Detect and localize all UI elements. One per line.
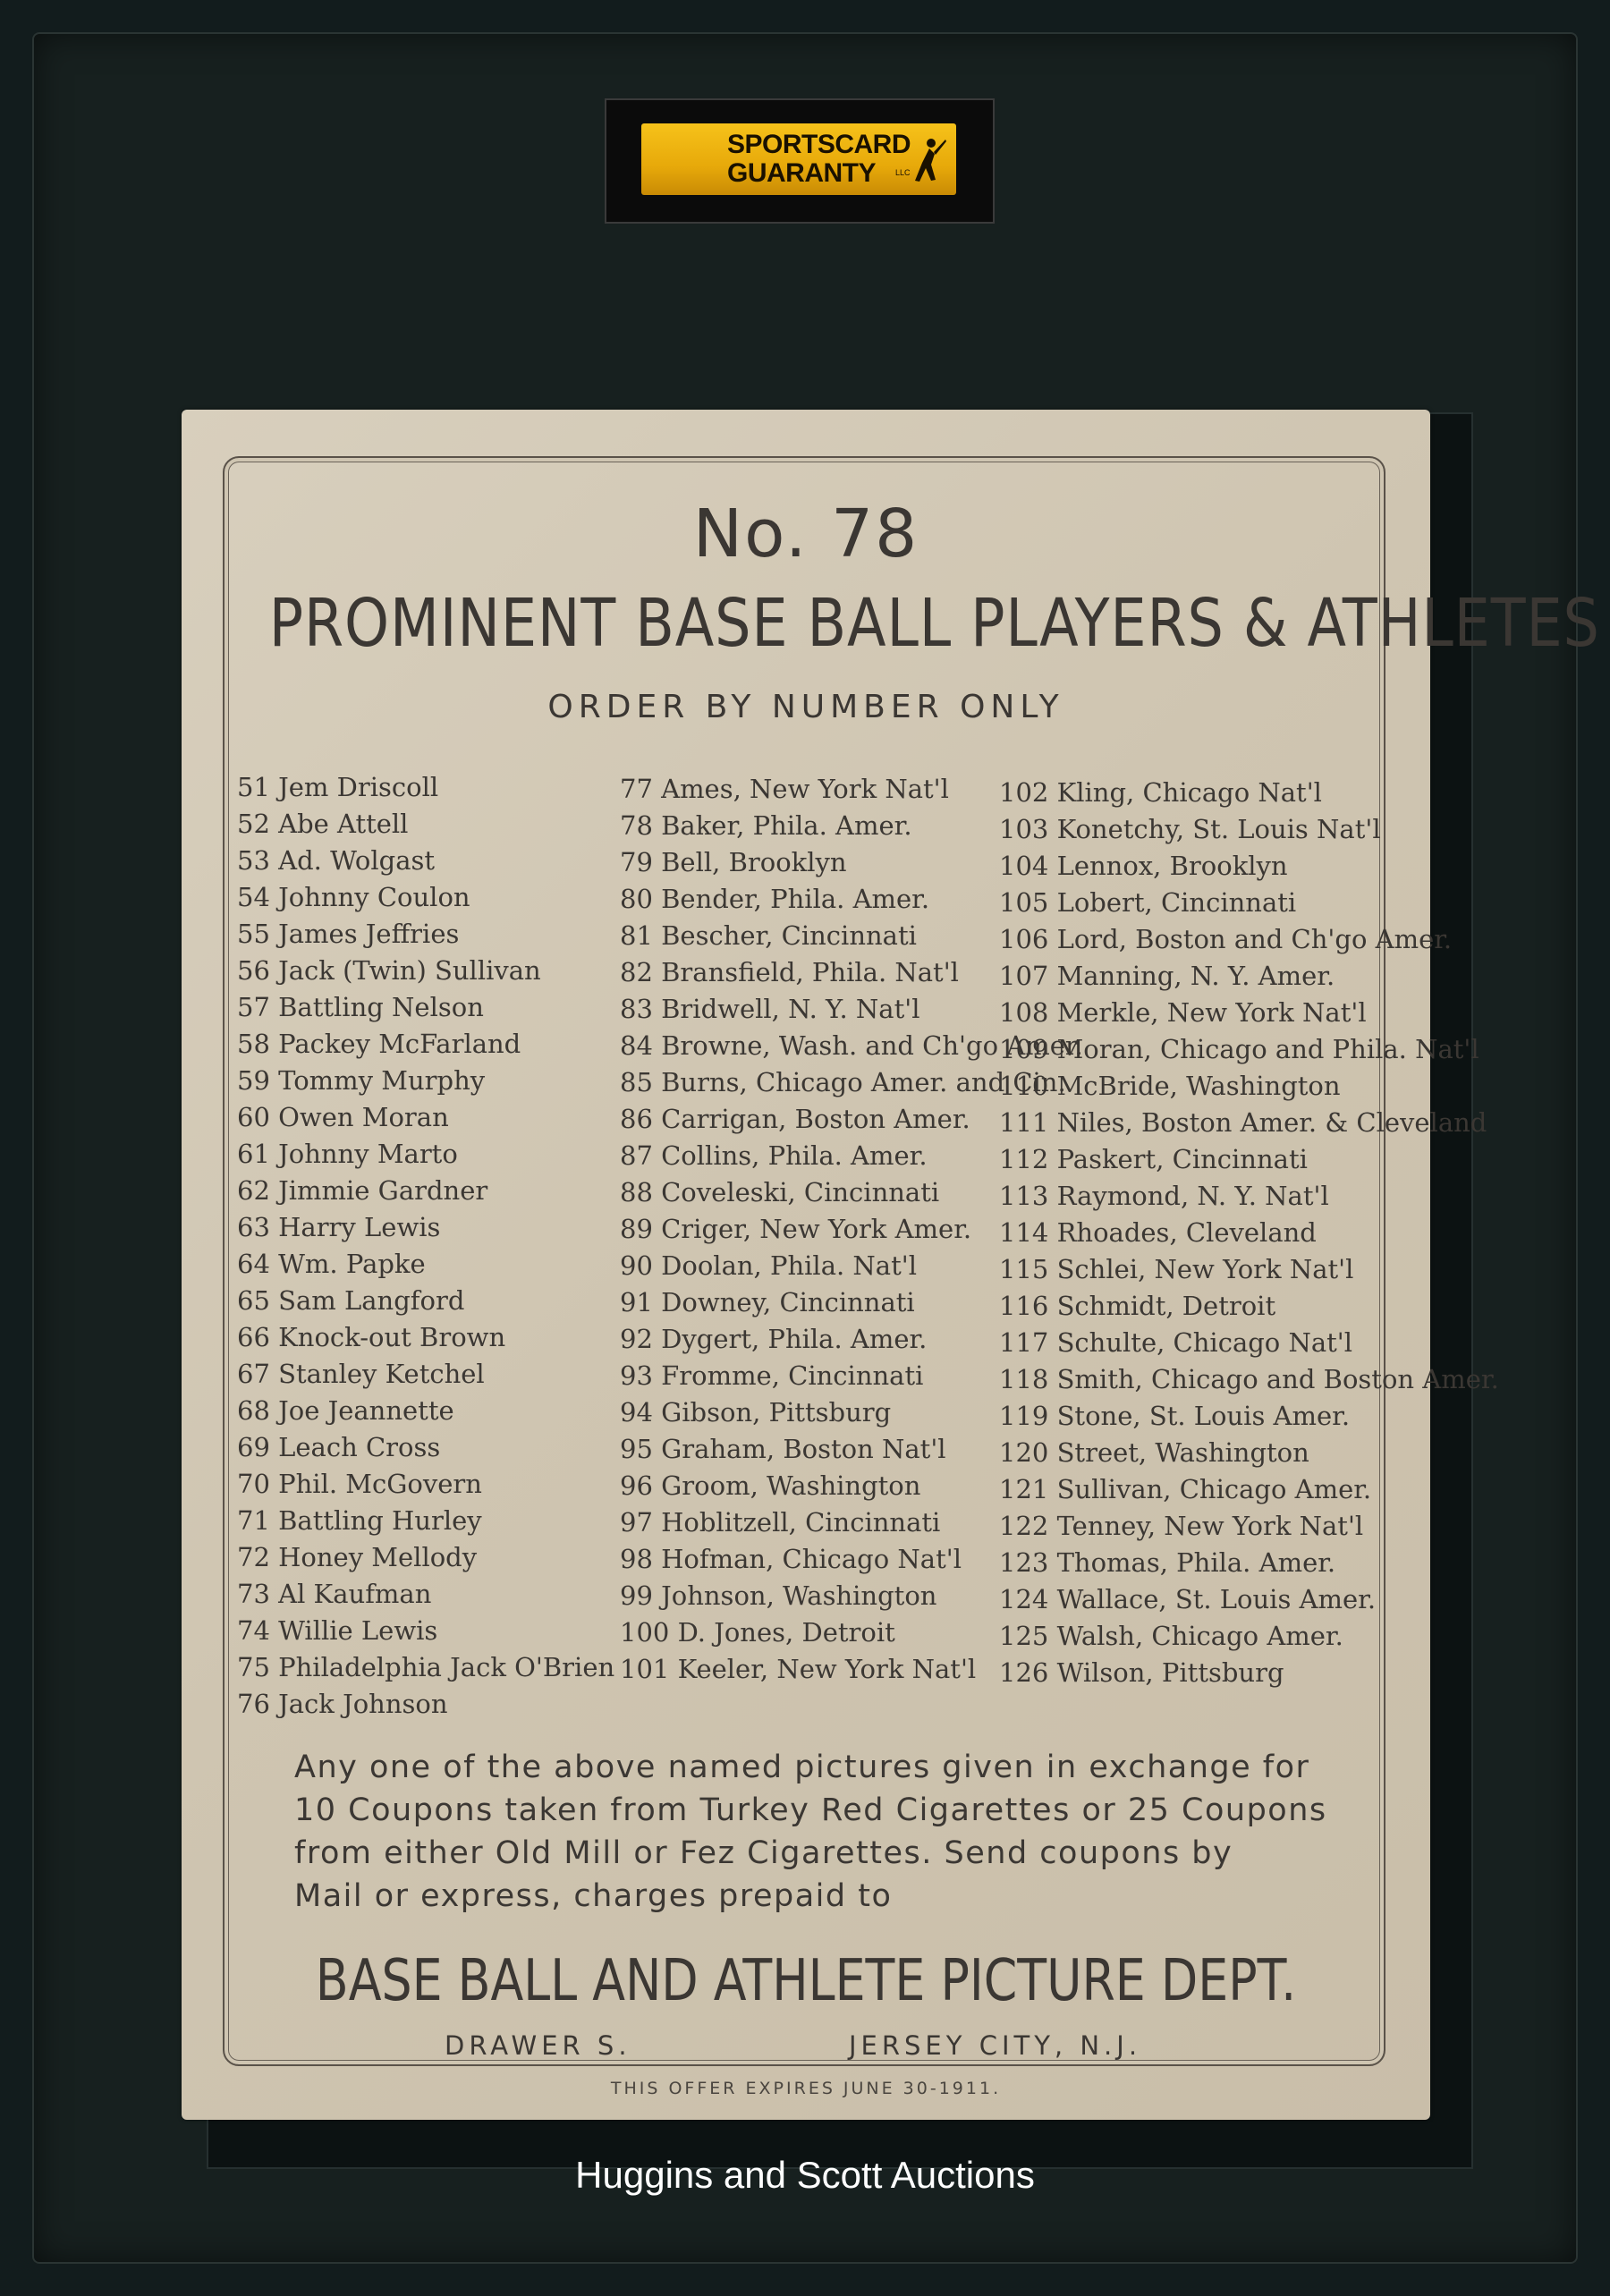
player-list-item: 57 Battling Nelson [237,992,484,1022]
player-list-item: 116 Schmidt, Detroit [999,1291,1276,1321]
player-list-item: 117 Schulte, Chicago Nat'l [999,1327,1353,1358]
grading-label-line1: SPORTSCARD [727,130,911,159]
player-list-item: 75 Philadelphia Jack O'Brien [237,1652,615,1682]
player-list-item: 119 Stone, St. Louis Amer. [999,1401,1351,1431]
player-list-item: 104 Lennox, Brooklyn [999,851,1288,881]
player-list-item: 89 Criger, New York Amer. [620,1214,972,1244]
player-list-item: 83 Bridwell, N. Y. Nat'l [620,994,920,1024]
player-list-item: 113 Raymond, N. Y. Nat'l [999,1181,1329,1211]
player-list-column-1 [237,769,614,1723]
player-list-item: 64 Wm. Papke [237,1249,426,1279]
player-list-item: 82 Bransfield, Phila. Nat'l [620,957,959,987]
player-list-item: 101 Keeler, New York Nat'l [620,1654,977,1684]
player-list-item: 125 Walsh, Chicago Amer. [999,1621,1343,1651]
player-list-item: 59 Tommy Murphy [237,1065,486,1096]
player-list-item: 126 Wilson, Pittsburg [999,1657,1284,1688]
player-list-item: 111 Niles, Boston Amer. & Cleveland [999,1107,1487,1138]
player-list-item: 118 Smith, Chicago and Boston Amer. [999,1364,1499,1394]
player-list-item: 63 Harry Lewis [237,1212,441,1242]
player-list-item: 106 Lord, Boston and Ch'go Amer. [999,924,1453,954]
player-list-item: 105 Lobert, Cincinnati [999,887,1297,918]
offer-line: Mail or express, charges prepaid to [294,1878,893,1914]
player-list-item: 115 Schlei, New York Nat'l [999,1254,1354,1284]
player-list-item: 91 Downey, Cincinnati [620,1287,915,1317]
player-list-item: 114 Rhoades, Cleveland [999,1217,1317,1248]
player-list-item: 96 Groom, Washington [620,1470,921,1501]
offer-line: Any one of the above named pictures given in exchange for [294,1750,1310,1785]
player-list-item: 58 Packey McFarland [237,1029,521,1059]
player-list-item: 107 Manning, N. Y. Amer. [999,961,1335,991]
player-list-item: 51 Jem Driscoll [237,772,439,802]
player-list-item: 90 Doolan, Phila. Nat'l [620,1250,917,1281]
player-list-item: 73 Al Kaufman [237,1579,432,1609]
player-list-item: 121 Sullivan, Chicago Amer. [999,1474,1372,1504]
player-list-item: 120 Street, Washington [999,1437,1309,1468]
offer-text [294,1746,1350,1918]
trading-card-back [182,410,1600,2120]
player-list-item: 80 Bender, Phila. Amer. [620,884,930,914]
player-list-item: 85 Burns, Chicago Amer. and Cin. [620,1067,1066,1097]
player-list-item: 122 Tenney, New York Nat'l [999,1511,1364,1541]
player-list-item: 108 Merkle, New York Nat'l [999,997,1367,1028]
offer-line: from either Old Mill or Fez Cigarettes. Send coupons by [294,1835,1233,1871]
card-subtitle: ORDER BY NUMBER ONLY [547,689,1064,725]
drawer-address: DRAWER S. [445,2030,631,2061]
offer-expiration: THIS OFFER EXPIRES JUNE 30-1911. [610,2079,1002,2098]
player-list-item: 92 Dygert, Phila. Amer. [620,1324,928,1354]
player-list-item: 56 Jack (Twin) Sullivan [237,955,541,986]
player-list-item: 103 Konetchy, St. Louis Nat'l [999,814,1381,844]
player-list-item: 98 Hofman, Chicago Nat'l [620,1544,962,1574]
player-list-item: 52 Abe Attell [237,809,409,839]
player-list-column-3 [999,775,1499,1691]
player-list-item: 68 Joe Jeannette [237,1395,454,1426]
player-list-item: 70 Phil. McGovern [237,1469,482,1499]
player-list-item: 95 Graham, Boston Nat'l [620,1434,946,1464]
player-list-item: 60 Owen Moran [237,1102,449,1132]
player-list-item: 55 James Jeffries [237,919,460,949]
player-list-item: 66 Knock-out Brown [237,1322,506,1352]
player-list-item: 65 Sam Langford [237,1285,465,1316]
card-number-title: No. 78 [692,496,919,572]
grading-label-llc: LLC [895,168,911,177]
player-list-item: 62 Jimmie Gardner [237,1175,488,1206]
player-list-item: 123 Thomas, Phila. Amer. [999,1547,1336,1578]
player-list-item: 86 Carrigan, Boston Amer. [620,1104,970,1134]
player-list-item: 54 Johnny Coulon [237,882,470,912]
player-list-item: 112 Paskert, Cincinnati [999,1144,1308,1174]
department-name: BASE BALL AND ATHLETE PICTURE DEPT. [315,1948,1297,2014]
player-list-item: 102 Kling, Chicago Nat'l [999,777,1322,808]
city-address: JERSEY CITY, N.J. [849,2030,1142,2061]
player-list-item: 79 Bell, Brooklyn [620,847,847,877]
card-title: PROMINENT BASE BALL PLAYERS & ATHLETES [268,585,1600,662]
player-list-item: 84 Browne, Wash. and Ch'go Amer. [620,1030,1083,1061]
player-list-item: 100 D. Jones, Detroit [620,1617,895,1648]
player-list-item: 69 Leach Cross [237,1432,441,1462]
player-list-item: 72 Honey Mellody [237,1542,478,1572]
player-list-item: 71 Battling Hurley [237,1505,482,1536]
player-list-item: 94 Gibson, Pittsburg [620,1397,892,1428]
batter-silhouette-icon [904,136,947,184]
player-list-item: 76 Jack Johnson [237,1689,448,1719]
player-list-item: 67 Stanley Ketchel [237,1359,485,1389]
grading-label-line2: GUARANTY [727,158,876,188]
grading-label-gold-panel [641,123,956,195]
player-list-item: 88 Coveleski, Cincinnati [620,1177,940,1207]
player-list-item: 74 Willie Lewis [237,1615,438,1646]
player-list-item: 61 Johnny Marto [237,1139,458,1169]
auction-watermark: Huggins and Scott Auctions [575,2154,1035,2196]
player-list-item: 124 Wallace, St. Louis Amer. [999,1584,1377,1614]
grading-label-text [727,131,911,188]
player-list-item: 97 Hoblitzell, Cincinnati [620,1507,941,1538]
player-list-item: 99 Johnson, Washington [620,1580,937,1611]
player-list-item: 77 Ames, New York Nat'l [620,774,949,804]
player-list-item: 109 Moran, Chicago and Phila. Nat'l [999,1034,1479,1064]
player-list-item: 78 Baker, Phila. Amer. [620,810,912,841]
player-list-item: 110 McBride, Washington [999,1071,1341,1101]
offer-line: 10 Coupons taken from Turkey Red Cigarettes or 25 Coupons [294,1792,1327,1828]
player-list-item: 87 Collins, Phila. Amer. [620,1140,928,1171]
player-list-item: 53 Ad. Wolgast [237,845,436,876]
player-list-item: 81 Bescher, Cincinnati [620,920,917,951]
player-list-item: 93 Fromme, Cincinnati [620,1360,924,1391]
grading-label [605,98,995,224]
